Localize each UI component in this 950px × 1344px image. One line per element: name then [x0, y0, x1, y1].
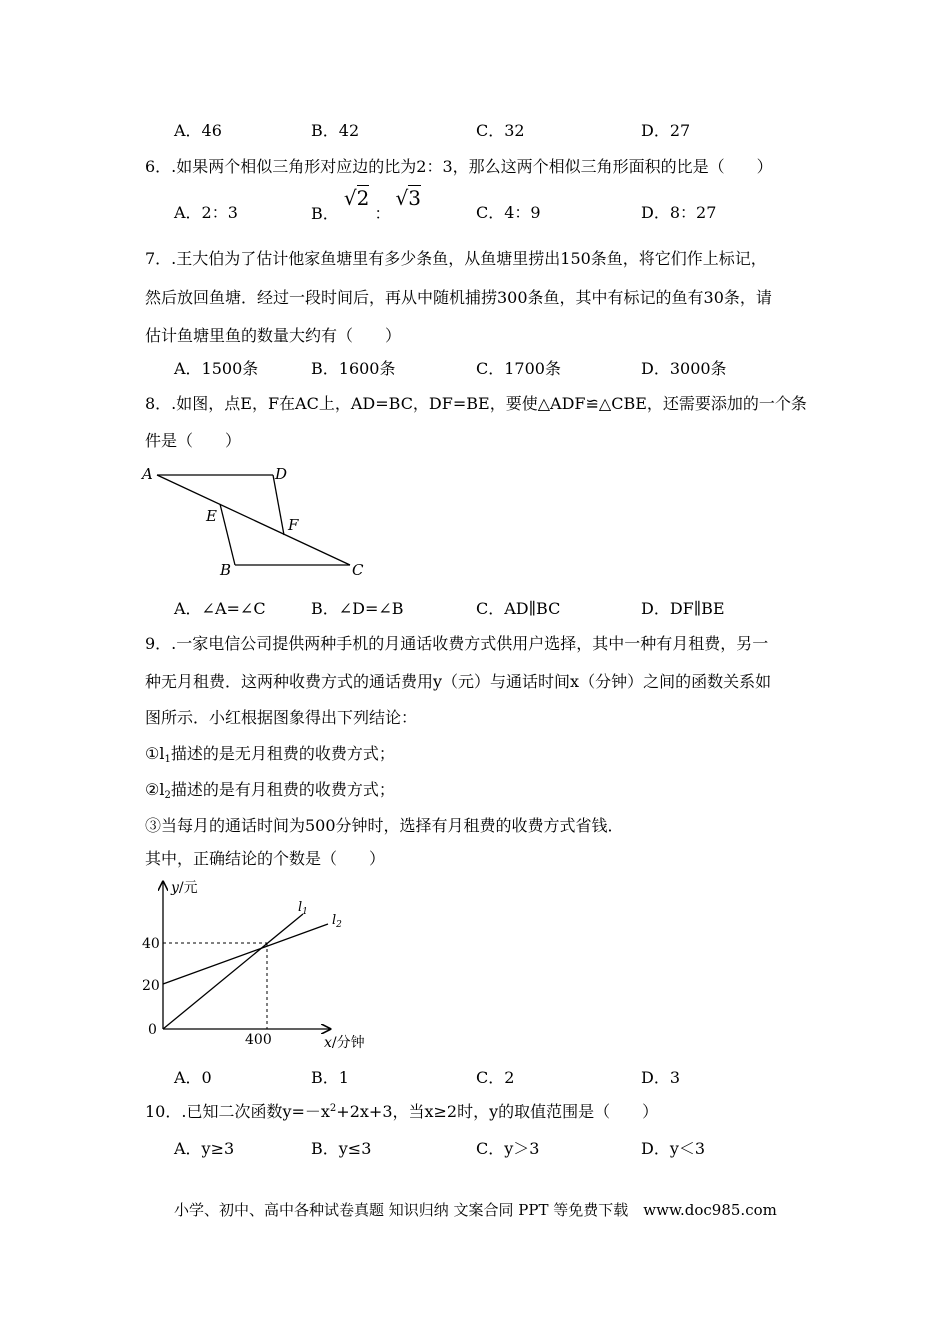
y-tick-20: 20: [142, 978, 160, 994]
q8-option-b: B．∠D=∠B: [311, 599, 404, 618]
l1-sub: 1: [302, 907, 308, 917]
q10-option-a: A．y≥3: [174, 1139, 235, 1158]
q6-option-d: D．8：27: [641, 203, 717, 222]
q6-option-b-root2: √3: [395, 186, 422, 210]
q9-option-a: A．0: [174, 1068, 212, 1087]
x-unit: /分钟: [331, 1035, 365, 1051]
line-l2: [163, 924, 328, 984]
q10-stem-sup: 2: [329, 1103, 337, 1114]
q9-c2-post: 描述的是有月租费的收费方式；: [170, 780, 395, 799]
q9-line-1: 9．.一家电信公司提供两种手机的月通话收费方式供用户选择，其中一种有月租费，另一: [145, 634, 769, 653]
q6-option-b-root1: √2: [343, 186, 370, 210]
q6-option-b: [311, 186, 422, 224]
q6-option-b-radicand1: 2: [356, 186, 370, 210]
label-l1: [298, 900, 308, 917]
q8-option-a: A．∠A=∠C: [174, 599, 266, 618]
x-tick-400: 400: [245, 1032, 272, 1048]
label-a: A: [142, 465, 153, 483]
q7-line-1: 7．.王大伯为了估计他家鱼塘里有多少条鱼，从鱼塘里捞出150条鱼，将它们作上标记，: [145, 249, 767, 268]
q6-option-b-sep: ：: [374, 204, 391, 223]
q7-option-d: D．3000条: [641, 359, 727, 378]
q10-options: [0, 1136, 950, 1160]
q8-line-2: 件是（ ）: [145, 431, 242, 450]
y-var: y: [171, 880, 179, 896]
q7-option-b: B．1600条: [311, 359, 396, 378]
q6-stem: 6．.如果两个相似三角形对应边的比为2：3，那么这两个相似三角形面积的比是（ ）: [145, 157, 773, 176]
q7-option-a: A．1500条: [174, 359, 259, 378]
q9-option-c: C．2: [476, 1068, 515, 1087]
y-axis-label: [170, 880, 198, 896]
q5-option-d: D．27: [641, 121, 691, 140]
q9-c1-post: 描述的是无月租费的收费方式；: [170, 744, 395, 763]
segment-eb: [220, 504, 235, 565]
q6-option-c: C．4：9: [476, 203, 541, 222]
origin-label: 0: [148, 1022, 157, 1038]
x-axis-label: [324, 1035, 365, 1051]
q10-option-b: B．y≤3: [311, 1139, 372, 1158]
q9-conclusion-2: [145, 777, 395, 801]
segment-df: [273, 475, 284, 535]
q10-stem: [145, 1099, 658, 1122]
label-f: F: [288, 516, 299, 534]
q9-ask: 其中，正确结论的个数是（ ）: [145, 849, 386, 868]
q9-c1-sub: 1: [164, 754, 171, 765]
q8-figure: [140, 460, 380, 585]
q9-c2-pre: ②l: [145, 780, 165, 799]
l2-sub: 2: [336, 920, 342, 930]
q9-conclusion-1: [145, 741, 395, 765]
y-tick-40: 40: [142, 936, 160, 952]
q5-option-a: A．46: [174, 121, 222, 140]
label-l2: [332, 913, 342, 930]
y-unit: /元: [178, 880, 198, 896]
line-l1: [163, 914, 303, 1029]
segment-ac: [157, 475, 350, 565]
q10-stem-pre: 10．.已知二次函数y=－x: [145, 1102, 330, 1121]
label-e: E: [206, 507, 217, 525]
q7-options: [0, 356, 950, 380]
label-d: D: [275, 465, 288, 483]
q5-option-c: C．32: [476, 121, 525, 140]
x-var: x: [324, 1035, 332, 1051]
q6-option-b-radicand2: 3: [408, 186, 422, 210]
q5-option-b: B．42: [311, 121, 360, 140]
q10-option-c: C．y＞3: [476, 1139, 540, 1158]
q7-line-3: 估计鱼塘里鱼的数量大约有（ ）: [145, 326, 402, 345]
q7-line-2: 然后放回鱼塘．经过一段时间后，再从中随机捕捞300条鱼，其中有标记的鱼有30条，请: [145, 288, 772, 307]
q8-options: [0, 596, 950, 620]
q9-line-3: 图所示．小红根据图象得出下列结论：: [145, 708, 418, 727]
l2-letter: l: [332, 913, 337, 928]
q5-options: [0, 118, 950, 142]
q9-option-d: D．3: [641, 1068, 681, 1087]
q6-option-b-prefix: B．: [311, 204, 339, 223]
q8-option-c: C．AD∥BC: [476, 599, 561, 618]
page-footer: 小学、初中、高中各种试卷真题 知识归纳 文案合同 PPT 等免费下载 www.doc985.com: [174, 1201, 777, 1219]
q10-stem-post: +2x+3，当x≥2时，y的取值范围是（ ）: [336, 1102, 659, 1121]
l1-letter: l: [298, 900, 303, 915]
q10-option-d: D．y＜3: [641, 1139, 706, 1158]
label-c: C: [352, 561, 364, 579]
q6-option-a: A．2：3: [174, 203, 238, 222]
q9-c2-sub: 2: [164, 790, 171, 801]
q9-conclusion-3: ③当每月的通话时间为500分钟时，选择有月租费的收费方式省钱．: [145, 816, 624, 835]
q8-line-1: 8．.如图，点E，F在AC上，AD=BC，DF=BE，要使△ADF≌△CBE，还需要添加的一个条: [145, 394, 807, 413]
q8-option-d: D．DF∥BE: [641, 599, 725, 618]
q9-c1-pre: ①l: [145, 744, 165, 763]
label-b: B: [220, 561, 232, 579]
q6-options: [0, 186, 950, 224]
q9-chart: [138, 874, 388, 1054]
q9-line-2: 种无月租费．这两种收费方式的通话费用y（元）与通话时间x（分钟）之间的函数关系如: [145, 672, 772, 691]
q9-options: [0, 1065, 950, 1089]
q7-option-c: C．1700条: [476, 359, 561, 378]
q9-option-b: B．1: [311, 1068, 349, 1087]
